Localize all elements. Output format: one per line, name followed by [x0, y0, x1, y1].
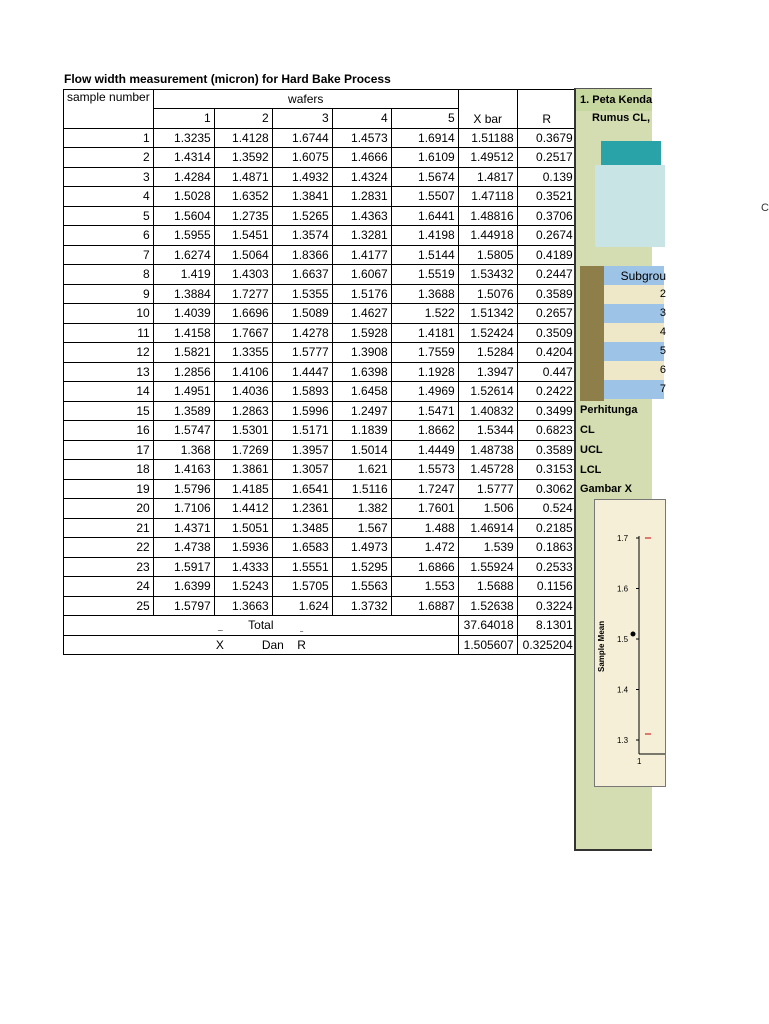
- wafer-value-cell: 1.3884: [153, 284, 214, 304]
- wafer-value-cell: 1.6458: [332, 382, 391, 402]
- panel-heading: 1. Peta Kenda: [580, 94, 653, 106]
- wafer-value-cell: 1.4951: [153, 382, 214, 402]
- wafer-value-cell: 1.4449: [391, 440, 458, 460]
- wafer-value-cell: 1.6075: [272, 148, 332, 168]
- wafer-value-cell: 1.6109: [391, 148, 458, 168]
- sample-number-cell: 9: [64, 284, 154, 304]
- sample-number-cell: 4: [64, 187, 154, 207]
- wafer-value-cell: 1.3663: [214, 596, 272, 616]
- y-tick-label: 1.5: [617, 635, 629, 644]
- wafer-value-cell: 1.4666: [332, 148, 391, 168]
- wafer-value-cell: 1.3957: [272, 440, 332, 460]
- wafer-value-cell: 1.4163: [153, 460, 214, 480]
- wafer-value-cell: 1.4303: [214, 265, 272, 285]
- wafer-value-cell: 1.5355: [272, 284, 332, 304]
- wafer-value-cell: 1.5176: [332, 284, 391, 304]
- table-row: [64, 226, 577, 246]
- xbar-cell: 1.5076: [458, 284, 517, 304]
- wafer-value-cell: 1.6583: [272, 538, 332, 558]
- control-title: Control: [663, 145, 710, 160]
- wafer-value-cell: 1.624: [272, 596, 332, 616]
- grand-mean-label: [64, 629, 459, 655]
- subgroup-number: 2: [659, 288, 666, 300]
- rumus-label: Rumus CL,: [592, 112, 651, 124]
- wafer-value-cell: 1.5028: [153, 187, 214, 207]
- wafer-value-cell: 1.6274: [153, 245, 214, 265]
- sample-number-cell: 20: [64, 499, 154, 519]
- subgroup-row: [604, 323, 664, 342]
- r-cell: 0.1863: [517, 538, 576, 558]
- grand-mean-row: [64, 635, 577, 655]
- table-row: [64, 479, 577, 499]
- sample-number-cell: 8: [64, 265, 154, 285]
- wafer-value-cell: 1.1839: [332, 421, 391, 441]
- wafer-value-cell: 1.7247: [391, 479, 458, 499]
- wafer-value-cell: 1.5243: [214, 577, 272, 597]
- subgroup-row: [604, 361, 664, 380]
- wafer-value-cell: 1.7601: [391, 499, 458, 519]
- wafer-value-cell: 1.4871: [214, 167, 272, 187]
- wafer-value-cell: 1.2831: [332, 187, 391, 207]
- wafer-value-cell: 1.7559: [391, 343, 458, 363]
- wafer-value-cell: 1.5116: [332, 479, 391, 499]
- xbarbar-symbol: ‾‾ X: [215, 629, 224, 652]
- total-xbar: 37.64018: [458, 616, 517, 636]
- wafer-value-cell: 1.8662: [391, 421, 458, 441]
- table-row: [64, 421, 577, 441]
- wafer-value-cell: 1.6399: [153, 577, 214, 597]
- sample-number-cell: 24: [64, 577, 154, 597]
- wafer-value-cell: 1.488: [391, 518, 458, 538]
- xbar-header: X bar: [458, 90, 517, 129]
- xbar-cell: 1.506: [458, 499, 517, 519]
- wafer-value-cell: 1.6914: [391, 128, 458, 148]
- sample-number-cell: 25: [64, 596, 154, 616]
- wafer-value-cell: 1.7667: [214, 323, 272, 343]
- wafer-value-cell: 1.5014: [332, 440, 391, 460]
- total-row: [64, 616, 577, 636]
- sample-number-cell: 16: [64, 421, 154, 441]
- wafer-value-cell: 1.6541: [272, 479, 332, 499]
- wafer-value-cell: 1.5797: [153, 596, 214, 616]
- wafer-value-cell: 1.3485: [272, 518, 332, 538]
- xbar-cell: 1.539: [458, 538, 517, 558]
- wafer-value-cell: 1.5507: [391, 187, 458, 207]
- r-cell: 0.3589: [517, 440, 576, 460]
- wafer-value-cell: 1.368: [153, 440, 214, 460]
- wafer-value-cell: 1.6887: [391, 596, 458, 616]
- grand-xbar: 1.505607: [458, 635, 517, 655]
- r-cell: 0.3153: [517, 460, 576, 480]
- wafer-value-cell: 1.4278: [272, 323, 332, 343]
- r-cell: 0.139: [517, 167, 576, 187]
- table-row: [64, 187, 577, 207]
- r-cell: 0.3589: [517, 284, 576, 304]
- wafer-value-cell: 1.4177: [332, 245, 391, 265]
- sample-number-cell: 11: [64, 323, 154, 343]
- table-row: [64, 167, 577, 187]
- wafer-value-cell: 1.2735: [214, 206, 272, 226]
- wafer-value-cell: 1.4106: [214, 362, 272, 382]
- wafer-value-cell: 1.5747: [153, 421, 214, 441]
- xbar-cell: 1.51342: [458, 304, 517, 324]
- xbar-cell: 1.44918: [458, 226, 517, 246]
- sample-number-cell: 17: [64, 440, 154, 460]
- y-axis-label: Sample Mean: [597, 620, 606, 672]
- table-row: [64, 245, 577, 265]
- wafer-value-cell: 1.5821: [153, 343, 214, 363]
- r-cell: 0.3679: [517, 128, 576, 148]
- subgroup-row: [604, 342, 664, 361]
- y-tick-label: 1.6: [617, 584, 629, 594]
- wafer-value-cell: 1.3235: [153, 128, 214, 148]
- x-tick-label: 1: [637, 757, 642, 766]
- xbar-cell: 1.5688: [458, 577, 517, 597]
- xbar-cell: 1.4817: [458, 167, 517, 187]
- wafer-value-cell: 1.5893: [272, 382, 332, 402]
- wafer-value-cell: 1.567: [332, 518, 391, 538]
- wafer-value-cell: 1.7277: [214, 284, 272, 304]
- sample-number-cell: 2: [64, 148, 154, 168]
- rbar-symbol: ‾ R: [297, 630, 306, 652]
- xbar-cell: 1.49512: [458, 148, 517, 168]
- r-cell: 0.4204: [517, 343, 576, 363]
- wafer-value-cell: 1.5573: [391, 460, 458, 480]
- wafer-value-cell: 1.5471: [391, 401, 458, 421]
- perhitungan-label: Perhitunga: [580, 404, 638, 416]
- wafer-value-cell: 1.3732: [332, 596, 391, 616]
- control-chart-panel: [574, 88, 769, 851]
- r-cell: 0.2422: [517, 382, 576, 402]
- wafer-value-cell: 1.4185: [214, 479, 272, 499]
- wafer-value-cell: 1.5144: [391, 245, 458, 265]
- table-row: [64, 499, 577, 519]
- wafer-value-cell: 1.4738: [153, 538, 214, 558]
- xbar-cell: 1.5805: [458, 245, 517, 265]
- sample-number-cell: 19: [64, 479, 154, 499]
- xbar-cell: 1.3947: [458, 362, 517, 382]
- xbar-cell: 1.48816: [458, 206, 517, 226]
- wafer-value-cell: 1.382: [332, 499, 391, 519]
- wafer-value-cell: 1.1928: [391, 362, 458, 382]
- gambar-label: Gambar X: [580, 483, 632, 495]
- r-cell: 0.3062: [517, 479, 576, 499]
- wafer-value-cell: 1.6696: [214, 304, 272, 324]
- xbar-cell: 1.5344: [458, 421, 517, 441]
- subgroup-number: 3: [659, 307, 666, 319]
- sample-number-cell: 23: [64, 557, 154, 577]
- wafer-value-cell: 1.3688: [391, 284, 458, 304]
- wafer-value-cell: 1.6637: [272, 265, 332, 285]
- wafer-value-cell: 1.5301: [214, 421, 272, 441]
- wafer-value-cell: 1.5171: [272, 421, 332, 441]
- wafer-value-cell: 1.5051: [214, 518, 272, 538]
- wafer-value-cell: 1.3574: [272, 226, 332, 246]
- r-cell: 0.2533: [517, 557, 576, 577]
- total-label: Total: [64, 616, 459, 636]
- wafer-value-cell: 1.5451: [214, 226, 272, 246]
- wafer-value-cell: 1.2863: [214, 401, 272, 421]
- table-row: [64, 128, 577, 148]
- wafer-value-cell: 1.5519: [391, 265, 458, 285]
- cl-label: CL: [580, 424, 595, 436]
- wafer-value-cell: 1.5604: [153, 206, 214, 226]
- wafer-value-cell: 1.5917: [153, 557, 214, 577]
- r-header: R: [517, 90, 576, 129]
- sample-number-cell: 22: [64, 538, 154, 558]
- wafer-value-cell: 1.2361: [272, 499, 332, 519]
- subgroup-header: Subgrou: [620, 269, 666, 283]
- subgroup-row: [604, 380, 664, 399]
- control-title-box: [601, 141, 710, 165]
- wafer-value-cell: 1.522: [391, 304, 458, 324]
- sample-number-cell: 1: [64, 128, 154, 148]
- wafer-value-cell: 1.5936: [214, 538, 272, 558]
- subgroup-row: [604, 285, 664, 304]
- wafer-value-cell: 1.5674: [391, 167, 458, 187]
- r-cell: 0.3224: [517, 596, 576, 616]
- wafer-value-cell: 1.6866: [391, 557, 458, 577]
- table-row: [64, 538, 577, 558]
- wafer-value-cell: 1.4314: [153, 148, 214, 168]
- table-row: [64, 343, 577, 363]
- wafer-value-cell: 1.472: [391, 538, 458, 558]
- table-row: [64, 382, 577, 402]
- r-cell: 0.3706: [517, 206, 576, 226]
- sample-number-cell: 18: [64, 460, 154, 480]
- wafer-value-cell: 1.4627: [332, 304, 391, 324]
- wafer-value-cell: 1.4284: [153, 167, 214, 187]
- wafer-value-cell: 1.4447: [272, 362, 332, 382]
- sample-number-cell: 10: [64, 304, 154, 324]
- wafer-value-cell: 1.7106: [153, 499, 214, 519]
- wafer-value-cell: 1.4363: [332, 206, 391, 226]
- wafer-value-cell: 1.5955: [153, 226, 214, 246]
- table-row: [64, 460, 577, 480]
- table-row: [64, 362, 577, 382]
- table-row: [64, 323, 577, 343]
- r-cell: 0.4189: [517, 245, 576, 265]
- wafer-value-cell: 1.4412: [214, 499, 272, 519]
- xbar-cell: 1.52614: [458, 382, 517, 402]
- wafer-value-cell: 1.3589: [153, 401, 214, 421]
- wafer-value-cell: 1.6744: [272, 128, 332, 148]
- r-cell: 0.3499: [517, 401, 576, 421]
- wafer-value-cell: 1.5551: [272, 557, 332, 577]
- r-cell: 0.2517: [517, 148, 576, 168]
- r-cell: 0.6823: [517, 421, 576, 441]
- wafer-value-cell: 1.6398: [332, 362, 391, 382]
- sample-number-cell: 14: [64, 382, 154, 402]
- wafer-value-cell: 1.3355: [214, 343, 272, 363]
- table-row: [64, 557, 577, 577]
- wafer-value-cell: 1.5563: [332, 577, 391, 597]
- wafer-value-cell: 1.4932: [272, 167, 332, 187]
- table-row: [64, 518, 577, 538]
- r-cell: 0.2447: [517, 265, 576, 285]
- sample-number-header: sample number: [64, 90, 154, 129]
- wafer-value-cell: 1.6067: [332, 265, 391, 285]
- measurement-table: [63, 89, 577, 655]
- xbar-cell: 1.48738: [458, 440, 517, 460]
- sample-number-cell: 15: [64, 401, 154, 421]
- xbar-cell: 1.5777: [458, 479, 517, 499]
- wafer-value-cell: 1.4324: [332, 167, 391, 187]
- wafers-header: wafers: [153, 90, 458, 109]
- table-row: [64, 304, 577, 324]
- xbar-cell: 1.53432: [458, 265, 517, 285]
- wafer-value-cell: 1.7269: [214, 440, 272, 460]
- olive-strip: [580, 266, 604, 401]
- subgroup-row: [604, 304, 664, 323]
- wafer-value-cell: 1.8366: [272, 245, 332, 265]
- sample-number-cell: 5: [64, 206, 154, 226]
- subgroup-header-row: [604, 266, 664, 285]
- wafer-value-cell: 1.4036: [214, 382, 272, 402]
- r-cell: 0.3521: [517, 187, 576, 207]
- y-tick-label: 1.4: [617, 685, 629, 695]
- sample-number-cell: 3: [64, 167, 154, 187]
- wafer-value-cell: 1.5996: [272, 401, 332, 421]
- table-row: [64, 440, 577, 460]
- wafer-value-cell: 1.4198: [391, 226, 458, 246]
- wafer-value-cell: 1.6441: [391, 206, 458, 226]
- wafer-value-cell: 1.2497: [332, 401, 391, 421]
- xbar-cell: 1.46914: [458, 518, 517, 538]
- sample-number-cell: 13: [64, 362, 154, 382]
- wafer-value-cell: 1.4128: [214, 128, 272, 148]
- wafer-value-cell: 1.4181: [391, 323, 458, 343]
- grand-r: 0.325204: [517, 635, 576, 655]
- table-row: [64, 265, 577, 285]
- wafer-value-cell: 1.3281: [332, 226, 391, 246]
- wafer-value-cell: 1.4158: [153, 323, 214, 343]
- wafer-value-cell: 1.4573: [332, 128, 391, 148]
- ucl-label: UCL: [580, 444, 603, 456]
- table-row: [64, 596, 577, 616]
- wafer-col-header: 5: [391, 109, 458, 129]
- r-cell: 0.524: [517, 499, 576, 519]
- table-row: [64, 401, 577, 421]
- wafer-value-cell: 1.5089: [272, 304, 332, 324]
- lcl-label: LCL: [580, 464, 602, 476]
- sample-number-cell: 21: [64, 518, 154, 538]
- wafer-value-cell: 1.621: [332, 460, 391, 480]
- formula-box: [595, 165, 769, 247]
- data-point: [631, 632, 636, 637]
- wafer-col-header: 4: [332, 109, 391, 129]
- xbar-chart: [595, 500, 665, 786]
- total-r: 8.1301: [517, 616, 576, 636]
- xbar-cell: 1.5284: [458, 343, 517, 363]
- xbar-cell: 1.55924: [458, 557, 517, 577]
- sample-number-cell: 12: [64, 343, 154, 363]
- y-tick-label: 1.7: [617, 534, 629, 543]
- wafer-value-cell: 1.5705: [272, 577, 332, 597]
- wafer-value-cell: 1.4969: [391, 382, 458, 402]
- sample-number-cell: 6: [64, 226, 154, 246]
- xbar-cell: 1.40832: [458, 401, 517, 421]
- wafer-value-cell: 1.5777: [272, 343, 332, 363]
- wafer-value-cell: 1.3861: [214, 460, 272, 480]
- xbar-cell: 1.47118: [458, 187, 517, 207]
- r-cell: 0.1156: [517, 577, 576, 597]
- xbar-cell: 1.51188: [458, 128, 517, 148]
- wafer-value-cell: 1.2856: [153, 362, 214, 382]
- wafer-value-cell: 1.4973: [332, 538, 391, 558]
- r-cell: 0.2657: [517, 304, 576, 324]
- wafer-value-cell: 1.5796: [153, 479, 214, 499]
- xbar-chart-area: [594, 499, 666, 787]
- wafer-value-cell: 1.6352: [214, 187, 272, 207]
- wafer-col-header: 1: [153, 109, 214, 129]
- xbar-cell: 1.52638: [458, 596, 517, 616]
- subgroup-number: 5: [659, 345, 666, 357]
- subgroup-number: 6: [659, 364, 666, 376]
- wafer-value-cell: 1.419: [153, 265, 214, 285]
- r-cell: 0.2185: [517, 518, 576, 538]
- wafer-value-cell: 1.3592: [214, 148, 272, 168]
- wafer-value-cell: 1.3908: [332, 343, 391, 363]
- r-cell: 0.3509: [517, 323, 576, 343]
- table-row: [64, 148, 577, 168]
- table-row: [64, 206, 577, 226]
- wafer-value-cell: 1.4371: [153, 518, 214, 538]
- wafer-value-cell: 1.4039: [153, 304, 214, 324]
- wafer-value-cell: 1.3057: [272, 460, 332, 480]
- subgroup-number: 7: [659, 383, 666, 395]
- xbar-cell: 1.52424: [458, 323, 517, 343]
- wafer-value-cell: 1.3841: [272, 187, 332, 207]
- wafer-col-header: 3: [272, 109, 332, 129]
- r-cell: 0.447: [517, 362, 576, 382]
- wafer-value-cell: 1.4333: [214, 557, 272, 577]
- table-title: Flow width measurement (micron) for Hard Bake Process: [64, 72, 391, 86]
- table-row: [64, 577, 577, 597]
- wafer-col-header: 2: [214, 109, 272, 129]
- wafer-value-cell: 1.5265: [272, 206, 332, 226]
- subgroup-number: 4: [659, 326, 666, 338]
- wafer-value-cell: 1.5064: [214, 245, 272, 265]
- formula-letter: C: [761, 202, 769, 214]
- wafer-value-cell: 1.5295: [332, 557, 391, 577]
- dan-label: Dan: [261, 637, 284, 652]
- r-cell: 0.2674: [517, 226, 576, 246]
- y-tick-label: 1.3: [617, 736, 629, 745]
- sample-number-cell: 7: [64, 245, 154, 265]
- table-row: [64, 284, 577, 304]
- wafer-value-cell: 1.5928: [332, 323, 391, 343]
- xbar-cell: 1.45728: [458, 460, 517, 480]
- wafer-value-cell: 1.553: [391, 577, 458, 597]
